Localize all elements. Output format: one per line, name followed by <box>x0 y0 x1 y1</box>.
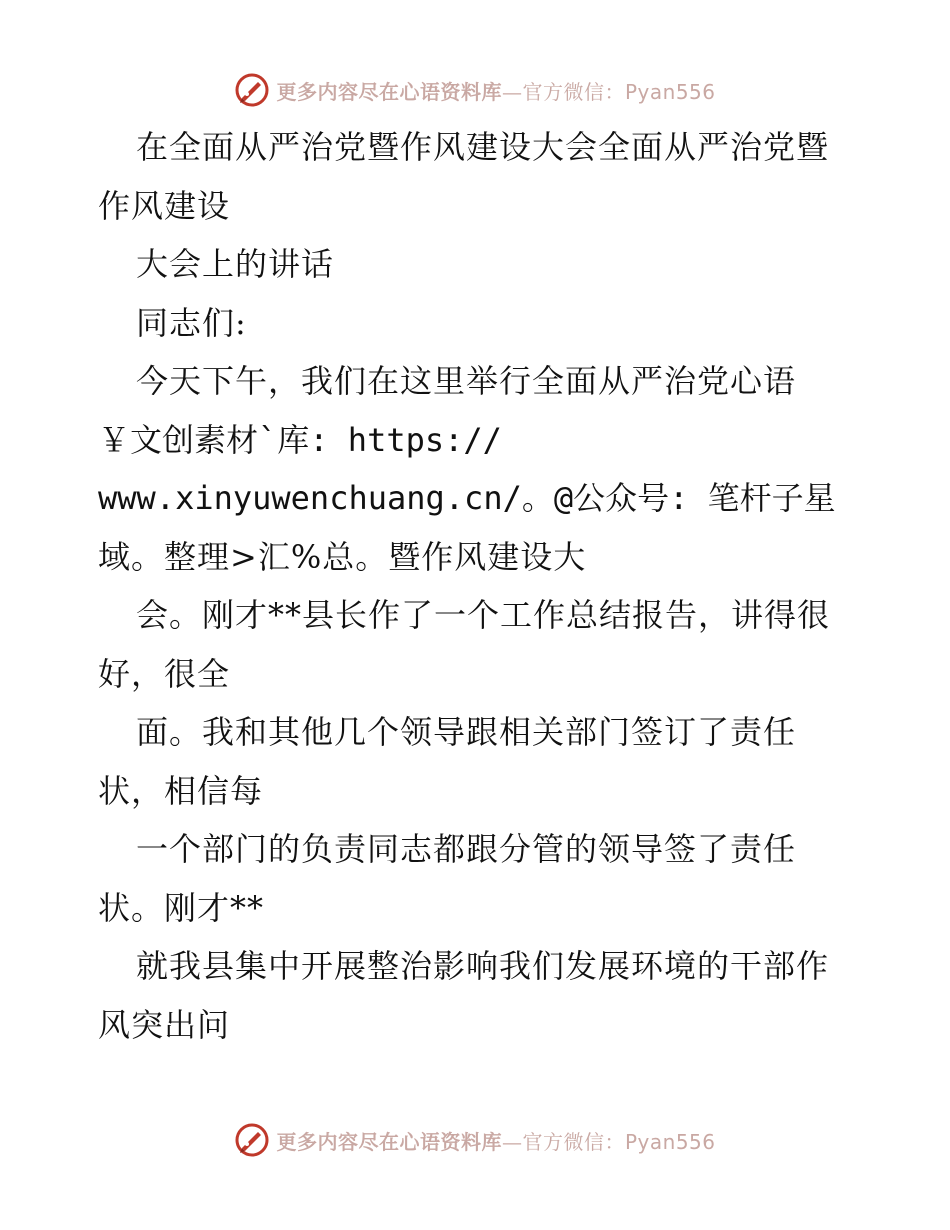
doc-line: 好，很全 <box>98 654 231 693</box>
footer-wechat-label: 官方微信： <box>522 1129 625 1154</box>
header-brand-text: 更多内容尽在心语资料库 <box>276 79 502 104</box>
header-dash: — <box>501 79 523 104</box>
footer-brand-text: 更多内容尽在心语资料库 <box>276 1129 502 1154</box>
doc-line: www.xinyuwenchuang.cn/。@公众号: 笔杆子星 <box>98 479 836 517</box>
doc-line: 风突出问 <box>98 1005 231 1044</box>
header-banner-text <box>276 76 715 105</box>
header-banner <box>0 70 950 110</box>
footer-dash: — <box>501 1129 523 1154</box>
doc-line: 面。我和其他几个领导跟相关部门签订了责任 <box>136 713 797 751</box>
doc-line: 一个部门的负责同志都跟分管的领导签了责任 <box>136 830 797 868</box>
doc-line: 今天下午，我们在这里举行全面从严治党心语 <box>136 362 797 400</box>
document-body <box>98 118 868 1054</box>
pen-logo-icon <box>234 1122 270 1158</box>
doc-line: ￥文创素材`库: https:// <box>98 420 502 459</box>
header-wechat-label: 官方微信： <box>522 79 625 104</box>
footer-banner <box>0 1120 950 1160</box>
doc-line: 大会上的讲话 <box>136 245 335 283</box>
doc-line: 就我县集中开展整治影响我们发展环境的干部作 <box>136 947 830 985</box>
doc-line: 域。整理>汇%总。暨作风建设大 <box>98 537 587 576</box>
header-wechat-handle: Pyan556 <box>624 79 716 104</box>
pen-logo-icon <box>234 72 270 108</box>
footer-banner-text <box>276 1126 715 1155</box>
doc-line: 作风建设 <box>98 186 231 225</box>
doc-line: 同志们: <box>136 303 247 342</box>
doc-line: 会。刚才**县长作了一个工作总结报告，讲得很 <box>136 596 831 634</box>
doc-line: 状，相信每 <box>98 771 264 810</box>
doc-line: 在全面从严治党暨作风建设大会全面从严治党暨 <box>136 128 830 166</box>
doc-line: 状。刚才** <box>98 888 265 927</box>
footer-wechat-handle: Pyan556 <box>624 1129 716 1154</box>
